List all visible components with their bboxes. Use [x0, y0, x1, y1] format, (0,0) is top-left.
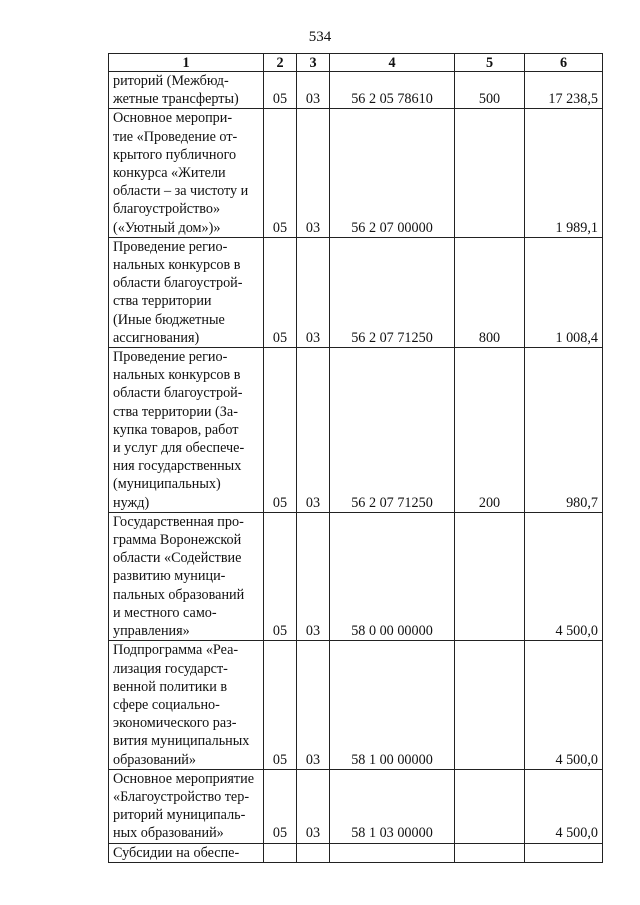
target-article-code: 58 1 03 00000 — [330, 769, 455, 843]
subsection-code: 03 — [297, 641, 330, 769]
description-line: Основное мероприятие — [113, 770, 254, 787]
description-line: и местного само- — [113, 604, 217, 621]
description-line: ства территории (За- — [113, 403, 238, 420]
header-col-5: 5 — [455, 54, 525, 72]
section-code: 05 — [264, 237, 297, 347]
expense-type-code — [455, 843, 525, 862]
description-line: Государственная про- — [113, 513, 244, 530]
description-line: нальных конкурсов в — [113, 367, 241, 384]
target-article-code: 56 2 07 71250 — [330, 237, 455, 347]
table-row — [109, 237, 603, 347]
subsection-code: 03 — [297, 237, 330, 347]
description-line: развитию муници- — [113, 568, 226, 585]
target-article-code: 58 1 00 00000 — [330, 641, 455, 769]
description-line: риторий муниципаль- — [113, 807, 246, 824]
header-col-3: 3 — [297, 54, 330, 72]
description-line: управления» — [113, 623, 190, 640]
table-row — [109, 72, 603, 109]
row-description — [109, 512, 264, 640]
target-article-code: 58 0 00 00000 — [330, 512, 455, 640]
amount: 4 500,0 — [525, 769, 603, 843]
description-line: грамма Воронежской — [113, 532, 242, 549]
description-line: ассигнования) — [113, 329, 200, 346]
target-article-code: 56 2 07 71250 — [330, 348, 455, 513]
section-code: 05 — [264, 109, 297, 237]
description-line: Проведение регио- — [113, 349, 228, 366]
table-row — [109, 109, 603, 237]
description-line: ния государственных — [113, 458, 242, 475]
section-code: 05 — [264, 348, 297, 513]
header-col-2: 2 — [264, 54, 297, 72]
expense-type-code: 200 — [455, 348, 525, 513]
table-row — [109, 843, 603, 862]
description-line: конкурса «Жители — [113, 165, 226, 182]
row-description — [109, 109, 264, 237]
table-header-row — [109, 54, 603, 72]
description-line: сфере социально- — [113, 696, 220, 713]
description-line: лизация государст- — [113, 660, 228, 677]
subsection-code: 03 — [297, 769, 330, 843]
table-row — [109, 348, 603, 513]
subsection-code: 03 — [297, 512, 330, 640]
description-line: жетные трансферты) — [113, 91, 239, 108]
expense-type-code — [455, 109, 525, 237]
description-line: благоустройство» — [113, 201, 221, 218]
amount: 4 500,0 — [525, 512, 603, 640]
subsection-code — [297, 843, 330, 862]
target-article-code — [330, 843, 455, 862]
table-row — [109, 641, 603, 769]
description-line: области – за чистоту и — [113, 183, 249, 200]
description-line: (Иные бюджетные — [113, 311, 225, 328]
section-code: 05 — [264, 512, 297, 640]
header-col-6: 6 — [525, 54, 603, 72]
description-line: области «Содействие — [113, 550, 242, 567]
table-body — [109, 72, 603, 863]
target-article-code: 56 2 05 78610 — [330, 72, 455, 109]
expense-type-code — [455, 769, 525, 843]
amount: 1 989,1 — [525, 109, 603, 237]
expense-type-code — [455, 641, 525, 769]
description-line: (муниципальных) — [113, 476, 221, 493]
description-line: риторий (Межбюд- — [113, 73, 229, 89]
description-line: ных образований» — [113, 825, 224, 842]
table-row — [109, 512, 603, 640]
amount: 980,7 — [525, 348, 603, 513]
section-code: 05 — [264, 769, 297, 843]
description-line: («Уютный дом»)» — [113, 219, 221, 236]
description-line: и услуг для обеспече- — [113, 440, 245, 457]
target-article-code: 56 2 07 00000 — [330, 109, 455, 237]
header-col-1: 1 — [109, 54, 264, 72]
row-description — [109, 237, 264, 347]
subsection-code: 03 — [297, 348, 330, 513]
table-row — [109, 769, 603, 843]
row-description — [109, 641, 264, 769]
description-line: тие «Проведение от- — [113, 128, 238, 145]
description-line: области благоустрой- — [113, 385, 243, 402]
amount: 1 008,4 — [525, 237, 603, 347]
description-line: крытого публичного — [113, 146, 237, 163]
header-col-4: 4 — [330, 54, 455, 72]
subsection-code: 03 — [297, 72, 330, 109]
description-line: нальных конкурсов в — [113, 257, 241, 274]
description-line: Проведение регио- — [113, 238, 228, 255]
description-line: вития муниципальных — [113, 733, 250, 750]
expense-type-code — [455, 512, 525, 640]
description-line: ства территории — [113, 293, 212, 310]
amount: 4 500,0 — [525, 641, 603, 769]
description-line: Субсидии на обеспе- — [113, 844, 240, 861]
description-line: образований» — [113, 751, 196, 768]
section-code: 05 — [264, 641, 297, 769]
description-line: экономического раз- — [113, 715, 237, 732]
row-description — [109, 348, 264, 513]
description-line: области благоустрой- — [113, 275, 243, 292]
section-code — [264, 843, 297, 862]
row-description — [109, 769, 264, 843]
description-line: венной политики в — [113, 678, 228, 695]
description-line: пальных образований — [113, 586, 245, 603]
amount: 17 238,5 — [525, 72, 603, 109]
section-code: 05 — [264, 72, 297, 109]
row-description — [109, 72, 264, 109]
row-description — [109, 843, 264, 862]
description-line: «Благоустройство тер- — [113, 788, 250, 805]
expense-type-code: 800 — [455, 237, 525, 347]
subsection-code: 03 — [297, 109, 330, 237]
budget-table — [108, 53, 603, 863]
description-line: Основное меропри- — [113, 110, 233, 127]
description-line: нужд) — [113, 494, 150, 511]
description-line: купка товаров, работ — [113, 421, 239, 438]
description-line: Подпрограмма «Реа- — [113, 642, 239, 659]
amount — [525, 843, 603, 862]
page-number: 534 — [308, 29, 332, 45]
expense-type-code: 500 — [455, 72, 525, 109]
